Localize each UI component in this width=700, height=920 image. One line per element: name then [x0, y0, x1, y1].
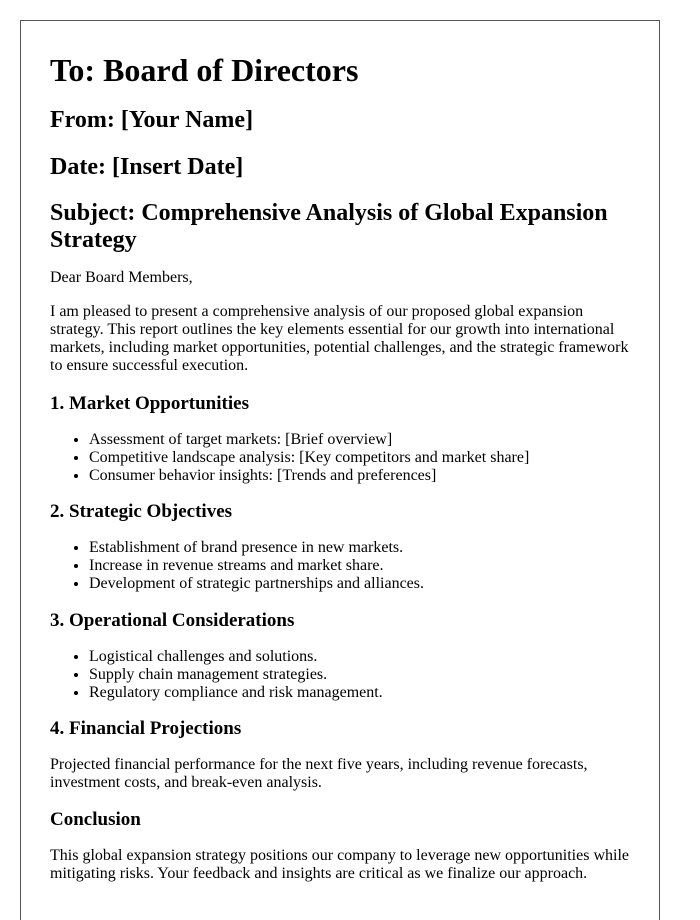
- section-heading-financial-projections: 4. Financial Projections: [50, 718, 242, 739]
- intro-paragraph: I am pleased to present a comprehensive analysis of our proposed global expansion strategy. This report outlines the key elements essential for our growth into international markets, including market opportunities, potential challenges, and the strategic framework to ensure successful execution.: [50, 303, 629, 374]
- from-line: From: [Your Name]: [50, 107, 254, 133]
- salutation: Dear Board Members,: [50, 269, 193, 286]
- letter-page: [20, 20, 660, 920]
- date-line: Date: [Insert Date]: [50, 154, 244, 180]
- strategic-objectives-list: [50, 539, 631, 593]
- list-item: • Regulatory compliance and risk management.: [89, 684, 631, 702]
- list-item: • Increase in revenue streams and market share.: [89, 557, 631, 575]
- list-item: • Supply chain management strategies.: [89, 666, 631, 684]
- section-heading-market-opportunities: 1. Market Opportunities: [50, 393, 249, 414]
- section-heading-conclusion: Conclusion: [50, 809, 141, 830]
- subject-line: Subject: Comprehensive Analysis of Global Expansion Strategy: [50, 200, 608, 253]
- market-opportunities-list: [50, 431, 631, 485]
- operational-considerations-list: [50, 648, 631, 702]
- list-item: • Assessment of target markets: [Brief overview]: [89, 431, 631, 449]
- financial-projections-text: Projected financial performance for the next five years, including revenue forecasts, investment costs, and break-even analysis.: [50, 756, 588, 791]
- section-heading-strategic-objectives: 2. Strategic Objectives: [50, 501, 233, 522]
- section-heading-operational-considerations: 3. Operational Considerations: [50, 610, 295, 631]
- conclusion-text: This global expansion strategy positions our company to leverage new opportunities while mitigating risks. Your feedback and insights are critical as we finalize our approach.: [50, 847, 629, 882]
- list-item: • Establishment of brand presence in new markets.: [89, 539, 631, 557]
- list-item: • Development of strategic partnerships and alliances.: [89, 575, 631, 593]
- list-item: • Consumer behavior insights: [Trends and preferences]: [89, 467, 631, 485]
- to-line: To: Board of Directors: [50, 52, 359, 88]
- list-item: • Competitive landscape analysis: [Key competitors and market share]: [89, 449, 631, 467]
- list-item: • Logistical challenges and solutions.: [89, 648, 631, 666]
